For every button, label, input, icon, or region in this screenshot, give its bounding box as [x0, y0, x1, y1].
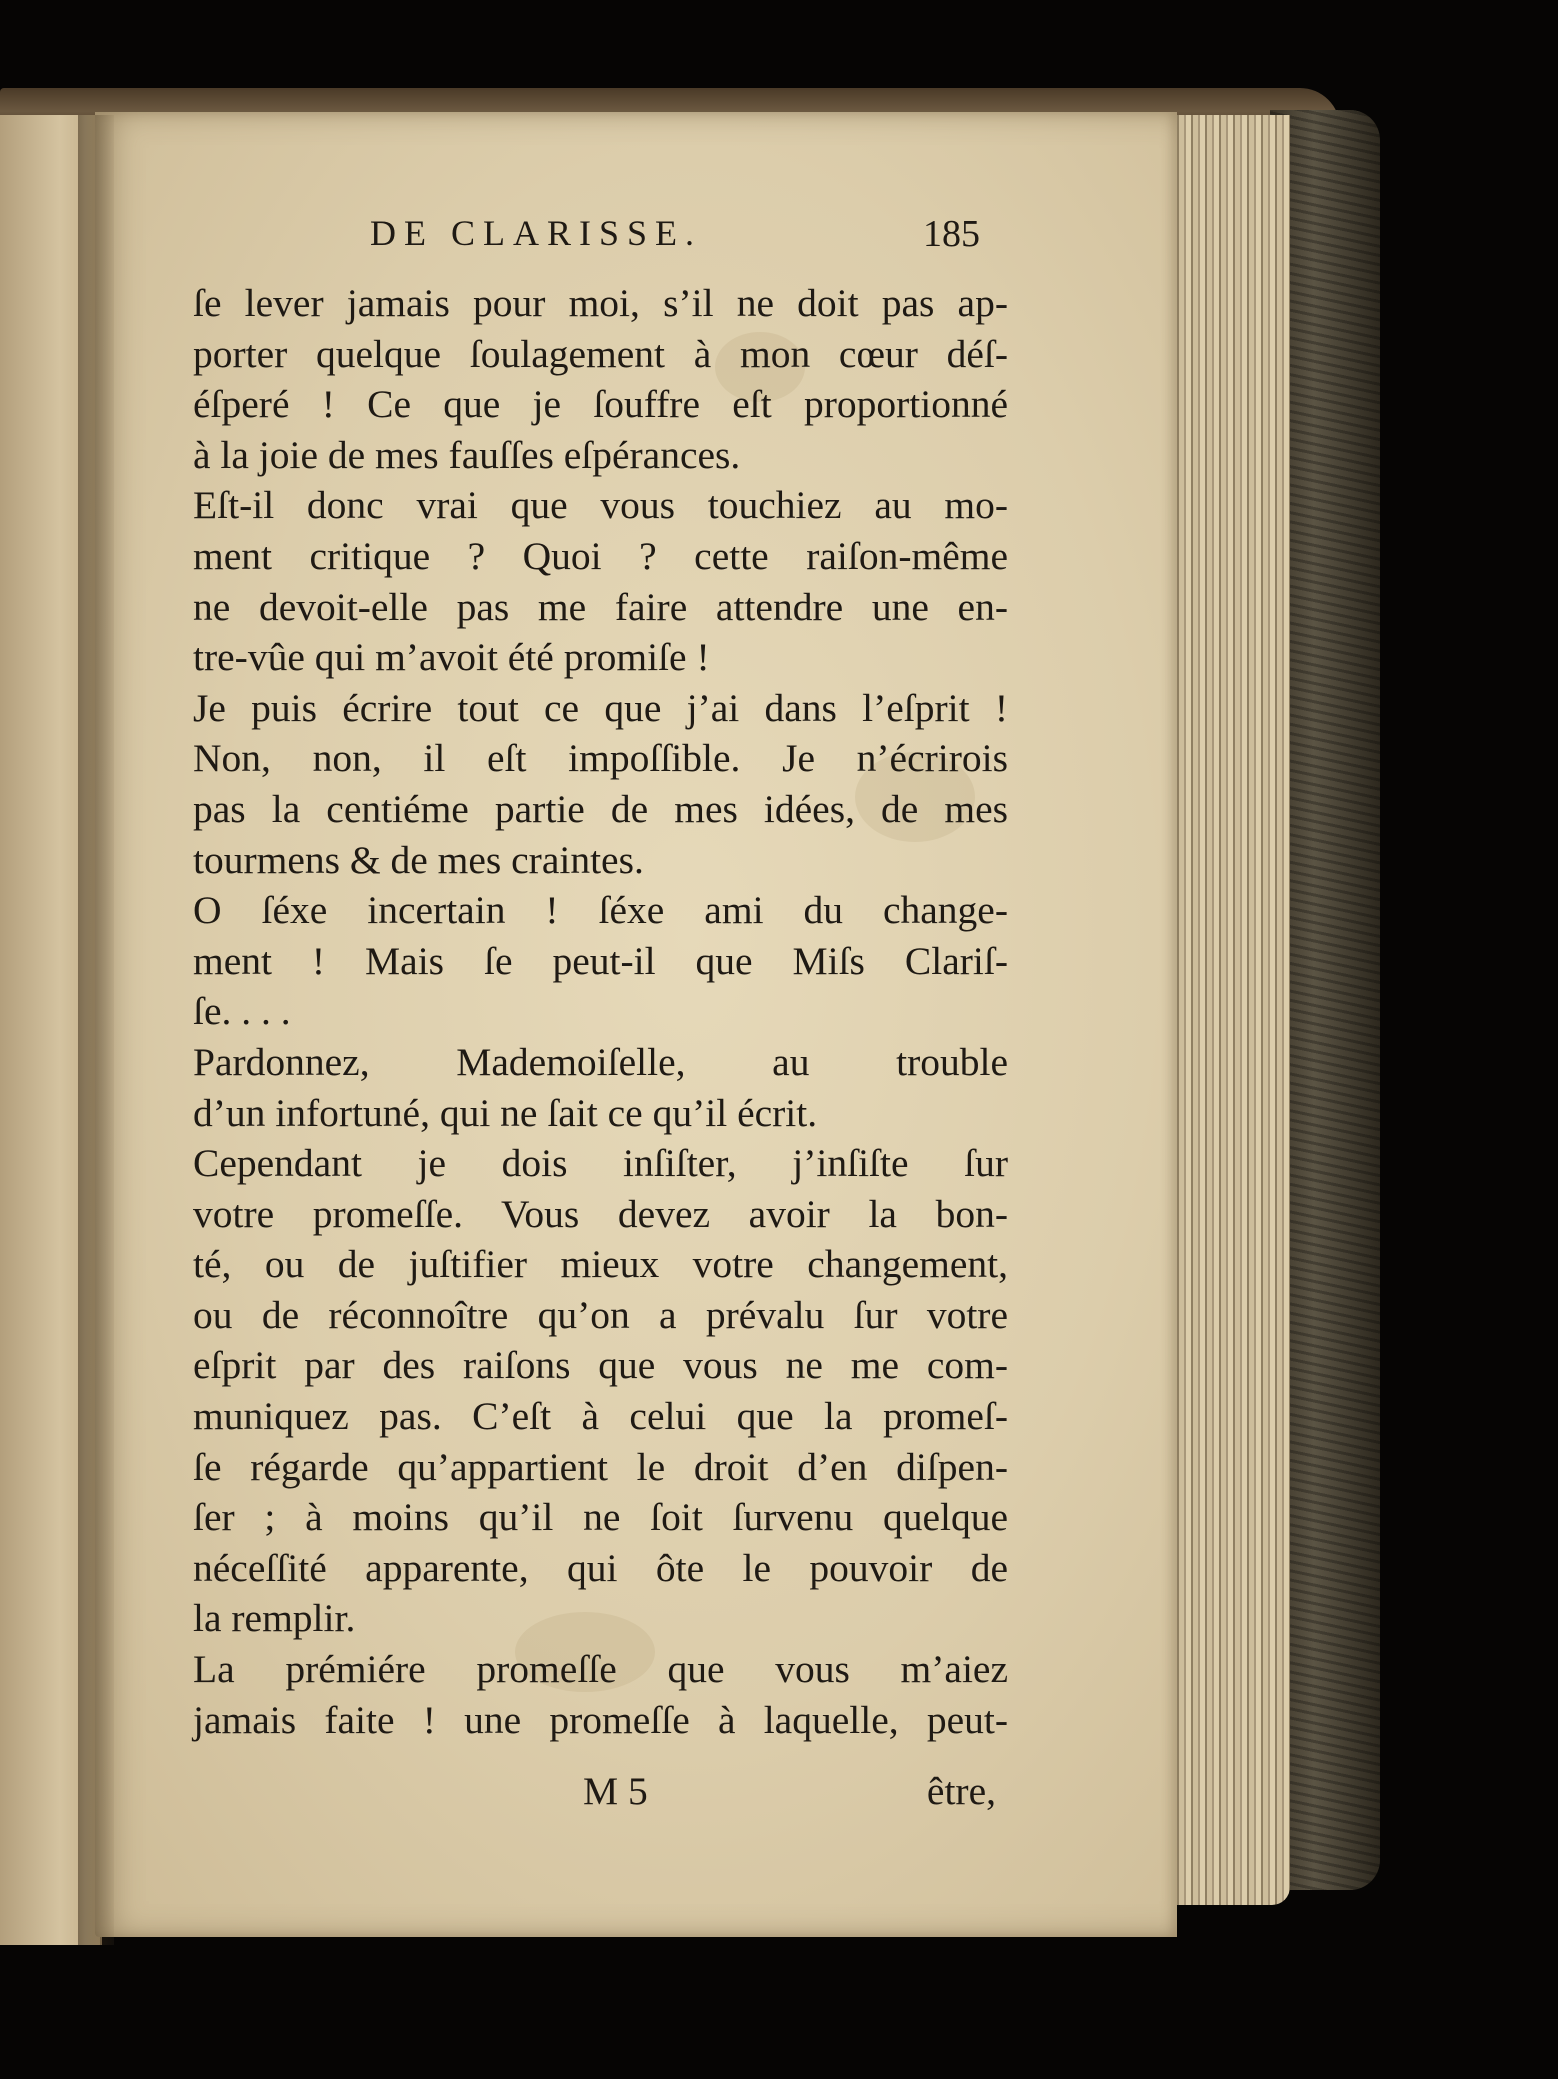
- page-footer: [193, 1768, 1008, 1818]
- catchword: être,: [926, 1769, 996, 1813]
- page-number: 185: [923, 213, 980, 255]
- running-head: [370, 212, 980, 260]
- text-line: porter quelque ſoulagement à mon cœur déſ-: [193, 331, 1008, 376]
- text-line: ne devoit-elle pas me faire attendre une en-: [193, 584, 1008, 629]
- text-line: jamais faite ! une promeſſe à laquelle, peut-: [193, 1697, 1008, 1742]
- text-line: à la joie de mes fauſſes eſpérances.: [193, 432, 741, 477]
- text-line: ſe lever jamais pour moi, s’il ne doit pas ap-: [193, 281, 1008, 325]
- text-line: tre-vûe qui m’avoit été promiſe !: [193, 635, 710, 680]
- text-line: ou de réconnoître qu’on a prévalu ſur votre: [193, 1292, 1008, 1337]
- text-line: ſer ; à moins qu’il ne ſoit ſurvenu quelque: [193, 1495, 1008, 1540]
- text-line: Je puis écrire tout ce que j’ai dans l’eſprit !: [193, 685, 1008, 730]
- text-line: muniquez pas. C’eſt à celui que la promeſ-: [193, 1394, 1008, 1439]
- text-line: Non, non, il eſt impoſſible. Je n’écrirois: [193, 736, 1008, 781]
- text-line: votre promeſſe. Vous devez avoir la bon-: [193, 1191, 1008, 1236]
- text-line: ment ! Mais ſe peut-il que Miſs Clariſ-: [193, 938, 1008, 983]
- text-line: tourmens & de mes craintes.: [193, 837, 644, 882]
- text-line: ment critique ? Quoi ? cette raiſon-même: [193, 533, 1008, 578]
- text-line: Cependant je dois inſiſter, j’inſiſte ſur: [193, 1141, 1008, 1186]
- running-head-title: DE CLARISSE.: [370, 213, 703, 253]
- body-text: [193, 278, 1008, 1745]
- text-line: té, ou de juſtifier mieux votre changement,: [193, 1242, 1008, 1287]
- text-line: éſperé ! Ce que je ſouffre eſt proportionné: [193, 382, 1008, 427]
- text-line: d’un infortuné, qui ne ſait ce qu’il écrit.: [193, 1090, 818, 1135]
- text-line: pas la centiéme partie de mes idées, de mes: [193, 786, 1008, 831]
- text-line: La prémiére promeſſe que vous m’aiez: [193, 1647, 1008, 1692]
- signature-mark: M 5: [583, 1769, 648, 1813]
- text-line: O ſéxe incertain ! ſéxe ami du change-: [193, 888, 1008, 933]
- text-line: Pardonnez, Mademoiſelle, au trouble: [193, 1039, 1008, 1084]
- text-line: ſe régarde qu’appartient le droit d’en diſpen-: [193, 1444, 1008, 1489]
- text-line: ſe. . . .: [193, 989, 291, 1034]
- text-line: la remplir.: [193, 1596, 356, 1641]
- page-edges-stack: [1165, 115, 1290, 1905]
- text-line: eſprit par des raiſons que vous ne me com-: [193, 1343, 1008, 1388]
- text-line: Eſt-il donc vrai que vous touchiez au mo-: [193, 483, 1008, 528]
- text-line: néceſſité apparente, qui ôte le pouvoir de: [193, 1545, 1008, 1590]
- page-gutter-shadow: [78, 115, 114, 1945]
